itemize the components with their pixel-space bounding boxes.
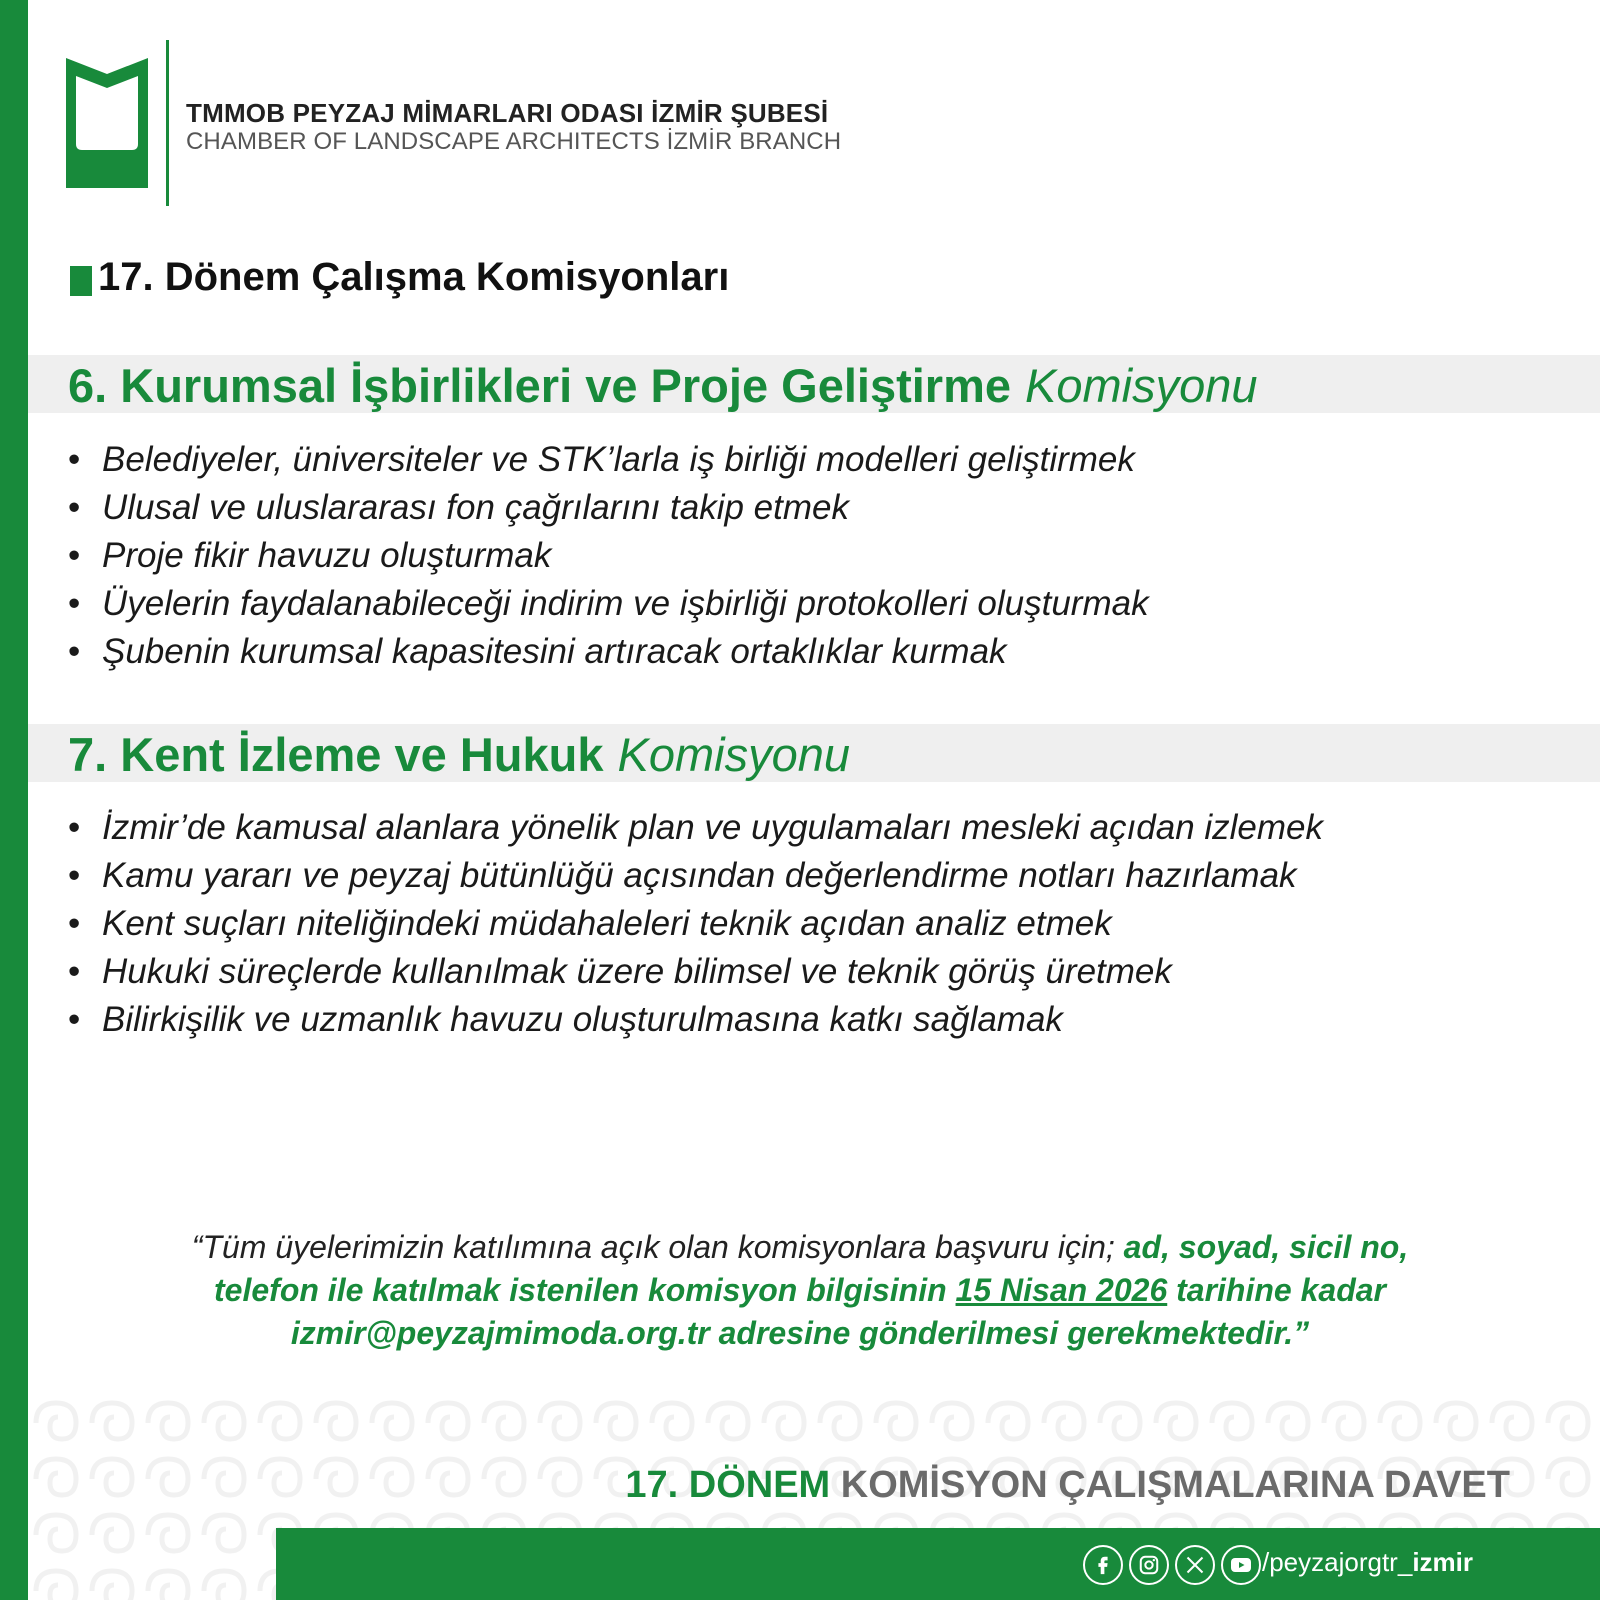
youtube-icon[interactable] bbox=[1221, 1545, 1261, 1585]
committee-item-list bbox=[68, 804, 1458, 1044]
committee-suffix: Komisyonu bbox=[617, 728, 850, 781]
x-icon[interactable] bbox=[1175, 1545, 1215, 1585]
list-item-text: Belediyeler, üniversiteler ve STK’larla iş birliği modelleri geliştirmek bbox=[102, 440, 1135, 479]
list-item bbox=[68, 628, 1468, 676]
social-icons bbox=[1083, 1545, 1261, 1585]
application-note bbox=[60, 1226, 1540, 1355]
committee-title bbox=[68, 727, 850, 782]
bullet: • bbox=[68, 536, 81, 575]
left-accent-stripe bbox=[0, 0, 28, 1600]
list-item bbox=[68, 852, 1458, 900]
facebook-icon[interactable] bbox=[1083, 1545, 1123, 1585]
committee-name: 6. Kurumsal İşbirlikleri ve Proje Geliştirme bbox=[68, 359, 1012, 412]
list-item-text: İzmir’de kamusal alanlara yönelik plan ve uygulamaları mesleki açıdan izlemek bbox=[102, 808, 1324, 847]
logo-divider bbox=[166, 40, 169, 206]
list-item-text: Ulusal ve uluslararası fon çağrılarını takip etmek bbox=[102, 488, 849, 527]
list-item bbox=[68, 996, 1458, 1044]
org-name-turkish: TMMOB PEYZAJ MİMARLARI ODASI İZMİR ŞUBESİ bbox=[186, 98, 829, 128]
list-item bbox=[68, 804, 1458, 852]
committee-suffix: Komisyonu bbox=[1025, 359, 1258, 412]
list-item bbox=[68, 532, 1468, 580]
bullet: • bbox=[68, 808, 81, 847]
list-item-text: Kent suçları niteliğindeki müdahaleleri teknik açıdan analiz etmek bbox=[102, 904, 1112, 943]
org-name-english: CHAMBER OF LANDSCAPE ARCHITECTS İZMİR BRANCH bbox=[186, 128, 842, 155]
bullet: • bbox=[68, 488, 81, 527]
quote-intro: “Tüm üyelerimizin katılımına açık olan komisyonlara başvuru için; bbox=[191, 1229, 1115, 1265]
footer-title-part1: 17. DÖNEM bbox=[625, 1464, 831, 1506]
list-item-text: Kamu yararı ve peyzaj bütünlüğü açısından değerlendirme notları hazırlamak bbox=[102, 856, 1297, 895]
quote-fields: ad, soyad, sicil no, bbox=[1123, 1229, 1409, 1265]
list-item bbox=[68, 580, 1468, 628]
bullet: • bbox=[68, 632, 81, 671]
application-deadline: 15 Nisan 2026 bbox=[955, 1272, 1168, 1308]
footer-title bbox=[625, 1464, 1510, 1507]
committee-item-list bbox=[68, 436, 1468, 676]
quote-email-line[interactable]: izmir@peyzajmimoda.org.tr adresine gönderilmesi gerekmektedir.” bbox=[290, 1315, 1310, 1351]
quote-line2-after: tarihine kadar bbox=[1176, 1272, 1386, 1308]
footer-title-part2: KOMİSYON ÇALIŞMALARINA DAVET bbox=[840, 1464, 1510, 1506]
list-item-text: Bilirkişilik ve uzmanlık havuzu oluşturulmasına katkı sağlamak bbox=[102, 1000, 1063, 1039]
page-title: 17. Dönem Çalışma Komisyonları bbox=[98, 255, 730, 299]
list-item bbox=[68, 484, 1468, 532]
committee-name: 7. Kent İzleme ve Hukuk bbox=[68, 728, 604, 781]
list-item-text: Proje fikir havuzu oluşturmak bbox=[102, 536, 552, 575]
bullet: • bbox=[68, 1000, 81, 1039]
bullet: • bbox=[68, 584, 81, 623]
list-item-text: Şubenin kurumsal kapasitesini artıracak ortaklıklar kurmak bbox=[102, 632, 1007, 671]
list-item bbox=[68, 900, 1458, 948]
list-item-text: Üyelerin faydalanabileceği indirim ve işbirliği protokolleri oluşturmak bbox=[102, 584, 1149, 623]
committee-title bbox=[68, 358, 1258, 413]
bullet: • bbox=[68, 904, 81, 943]
bullet: • bbox=[68, 440, 81, 479]
instagram-icon[interactable] bbox=[1129, 1545, 1169, 1585]
bullet: • bbox=[68, 856, 81, 895]
list-item bbox=[68, 436, 1468, 484]
tmmob-logo-icon bbox=[66, 58, 148, 188]
list-item bbox=[68, 948, 1458, 996]
title-marker bbox=[70, 266, 92, 296]
quote-line2-before: telefon ile katılmak istenilen komisyon bilgisinin bbox=[214, 1272, 947, 1308]
bullet: • bbox=[68, 952, 81, 991]
social-handle[interactable] bbox=[1262, 1547, 1473, 1578]
social-handle-prefix: /peyzajorgtr_ bbox=[1262, 1547, 1413, 1577]
list-item-text: Hukuki süreçlerde kullanılmak üzere bilimsel ve teknik görüş üretmek bbox=[102, 952, 1172, 991]
social-handle-city: izmir bbox=[1412, 1547, 1473, 1577]
